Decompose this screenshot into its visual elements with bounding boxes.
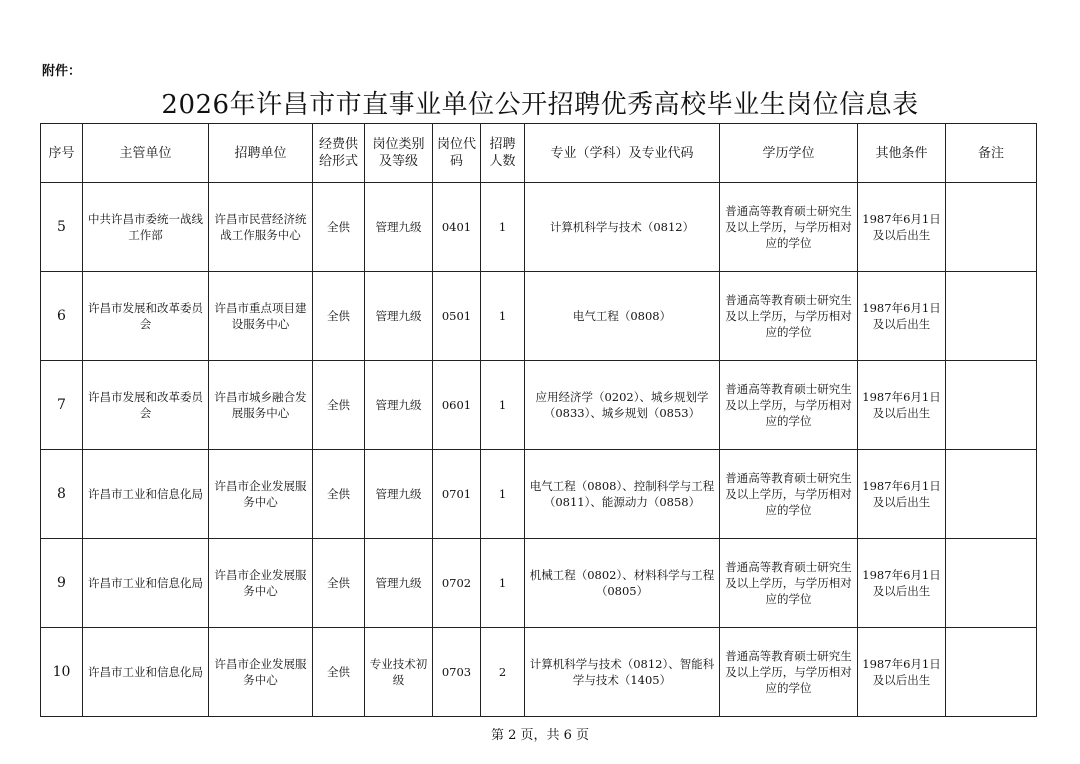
table-header-row: [41, 124, 1037, 183]
cell-seq: 5: [41, 183, 83, 272]
cell-dept: 许昌市发展和改革委员会: [83, 361, 209, 450]
cell-funding: 全供: [313, 272, 365, 361]
cell-unit: 许昌市城乡融合发展服务中心: [209, 361, 313, 450]
table-row: [41, 183, 1037, 272]
cell-seq: 8: [41, 450, 83, 539]
cell-code: 0703: [433, 628, 481, 717]
table-row: [41, 272, 1037, 361]
cell-degree: 普通高等教育硕士研究生及以上学历，与学历相对应的学位: [720, 628, 858, 717]
header-dept: 主管单位: [83, 124, 209, 183]
cell-category: 管理九级: [365, 272, 433, 361]
cell-funding: 全供: [313, 539, 365, 628]
cell-code: 0601: [433, 361, 481, 450]
cell-seq: 6: [41, 272, 83, 361]
table-row: [41, 361, 1037, 450]
cell-note: [946, 272, 1037, 361]
header-seq: 序号: [41, 124, 83, 183]
header-note: 备注: [946, 124, 1037, 183]
cell-funding: 全供: [313, 628, 365, 717]
cell-dept: 中共许昌市委统一战线工作部: [83, 183, 209, 272]
header-degree: 学历学位: [720, 124, 858, 183]
cell-degree: 普通高等教育硕士研究生及以上学历，与学历相对应的学位: [720, 539, 858, 628]
job-info-table: [40, 123, 1037, 717]
cell-note: [946, 450, 1037, 539]
header-major: 专业（学科）及专业代码: [525, 124, 720, 183]
cell-code: 0501: [433, 272, 481, 361]
cell-count: 1: [481, 539, 525, 628]
cell-code: 0401: [433, 183, 481, 272]
cell-seq: 10: [41, 628, 83, 717]
cell-other: 1987年6月1日及以后出生: [858, 361, 946, 450]
page-title: 2026年许昌市市直事业单位公开招聘优秀高校毕业生岗位信息表: [161, 90, 919, 120]
cell-count: 1: [481, 450, 525, 539]
cell-category: 管理九级: [365, 539, 433, 628]
attachment-label: 附件：: [42, 64, 82, 79]
cell-unit: 许昌市企业发展服务中心: [209, 539, 313, 628]
cell-other: 1987年6月1日及以后出生: [858, 539, 946, 628]
cell-category: 管理九级: [365, 361, 433, 450]
cell-unit: 许昌市企业发展服务中心: [209, 628, 313, 717]
cell-major: 电气工程（0808）: [525, 272, 720, 361]
cell-note: [946, 539, 1037, 628]
cell-funding: 全供: [313, 183, 365, 272]
page-footer: 第 2 页，共 6 页: [490, 728, 590, 743]
cell-count: 1: [481, 272, 525, 361]
cell-dept: 许昌市发展和改革委员会: [83, 272, 209, 361]
cell-category: 管理九级: [365, 183, 433, 272]
cell-funding: 全供: [313, 361, 365, 450]
cell-degree: 普通高等教育硕士研究生及以上学历，与学历相对应的学位: [720, 183, 858, 272]
cell-major: 机械工程（0802）、材料科学与工程（0805）: [525, 539, 720, 628]
cell-degree: 普通高等教育硕士研究生及以上学历，与学历相对应的学位: [720, 361, 858, 450]
cell-note: [946, 361, 1037, 450]
cell-seq: 7: [41, 361, 83, 450]
cell-unit: 许昌市重点项目建设服务中心: [209, 272, 313, 361]
cell-note: [946, 628, 1037, 717]
header-unit: 招聘单位: [209, 124, 313, 183]
table-row: [41, 450, 1037, 539]
cell-major: 应用经济学（0202）、城乡规划学（0833）、城乡规划（0853）: [525, 361, 720, 450]
cell-other: 1987年6月1日及以后出生: [858, 183, 946, 272]
header-funding: 经费供给形式: [313, 124, 365, 183]
cell-note: [946, 183, 1037, 272]
cell-count: 1: [481, 361, 525, 450]
cell-category: 管理九级: [365, 450, 433, 539]
cell-major: 电气工程（0808）、控制科学与工程（0811）、能源动力（0858）: [525, 450, 720, 539]
cell-dept: 许昌市工业和信息化局: [83, 628, 209, 717]
cell-funding: 全供: [313, 450, 365, 539]
cell-major: 计算机科学与技术（0812）、智能科学与技术（1405）: [525, 628, 720, 717]
cell-code: 0702: [433, 539, 481, 628]
cell-other: 1987年6月1日及以后出生: [858, 272, 946, 361]
cell-other: 1987年6月1日及以后出生: [858, 628, 946, 717]
table-row: [41, 628, 1037, 717]
cell-count: 1: [481, 183, 525, 272]
cell-degree: 普通高等教育硕士研究生及以上学历，与学历相对应的学位: [720, 272, 858, 361]
header-category: 岗位类别及等级: [365, 124, 433, 183]
header-count: 招聘人数: [481, 124, 525, 183]
header-code: 岗位代码: [433, 124, 481, 183]
cell-code: 0701: [433, 450, 481, 539]
cell-seq: 9: [41, 539, 83, 628]
cell-unit: 许昌市民营经济统战工作服务中心: [209, 183, 313, 272]
cell-dept: 许昌市工业和信息化局: [83, 450, 209, 539]
header-other: 其他条件: [858, 124, 946, 183]
cell-degree: 普通高等教育硕士研究生及以上学历，与学历相对应的学位: [720, 450, 858, 539]
cell-major: 计算机科学与技术（0812）: [525, 183, 720, 272]
cell-unit: 许昌市企业发展服务中心: [209, 450, 313, 539]
cell-other: 1987年6月1日及以后出生: [858, 450, 946, 539]
cell-dept: 许昌市工业和信息化局: [83, 539, 209, 628]
cell-category: 专业技术初级: [365, 628, 433, 717]
table-row: [41, 539, 1037, 628]
cell-count: 2: [481, 628, 525, 717]
